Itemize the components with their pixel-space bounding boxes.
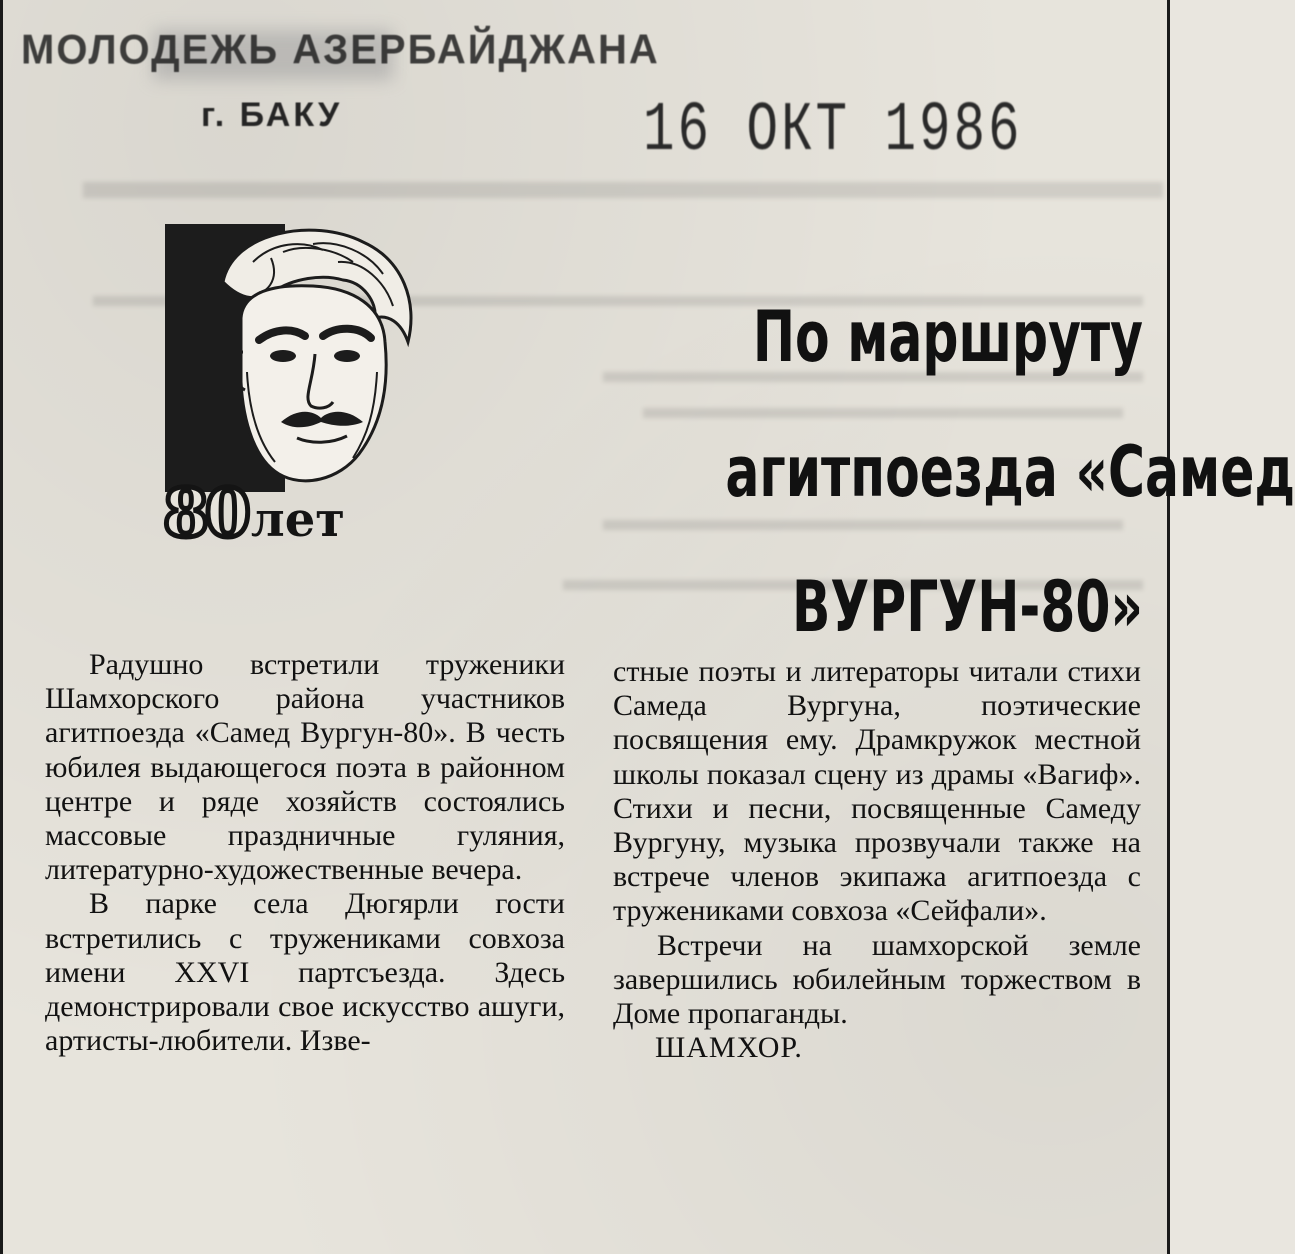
anniversary-number: 80 xyxy=(163,474,247,552)
anniversary-word: лет xyxy=(250,492,345,548)
article-paragraph: Радушно встретили труженики Шамхорского района участников агитпоезда «Самед Вургун-80». В честь юбилея выдающегося поэта в районном центре и ряде хозяйств состоялись массовые праздничные гуляния, литературно-художественные вечера. xyxy=(45,648,565,887)
article-paragraph: стные поэты и литераторы читали стихи Самеда Вургуна, поэтические посвящения ему. Драмкружок местной школы показал сцену из драмы «Вагиф». Стихи и песни, посвященные Самеду Вургуну, музыка прозвучали также на встрече членов экипажа агитпоезда с тружениками совхоза «Сейфали». xyxy=(613,655,1141,928)
date-stamp: 16 ОКТ 1986 xyxy=(643,92,1023,171)
headline-line-1: По маршруту xyxy=(752,296,1143,378)
anniversary-emblem xyxy=(163,474,345,552)
article-headline xyxy=(563,270,1295,675)
article-paragraph: В парке села Дюгярли гости встретились с тружениками совхоза имени XXVI партсъезда. Здесь демонстрировали свое искусство ашуги, артисты-любители. Изве- xyxy=(45,887,565,1058)
headline-line-3: ВУРГУН-80» xyxy=(792,566,1143,648)
newspaper-name-stamp: МОЛОДЕЖЬ АЗЕРБАЙДЖАНА xyxy=(21,26,660,74)
article-column-left xyxy=(45,648,565,1058)
bleed-through-line xyxy=(83,182,1163,198)
city-stamp: г. БАКУ xyxy=(201,96,343,134)
article-signature: ШАМХОР. xyxy=(655,1031,803,1065)
article-paragraph: Встречи на шамхорской земле завершились юбилейным торжеством в Доме пропаганды. xyxy=(613,928,1141,1031)
headline-line-2: агитпоезда «Самед xyxy=(725,431,1295,513)
article-column-right xyxy=(613,655,1141,1065)
